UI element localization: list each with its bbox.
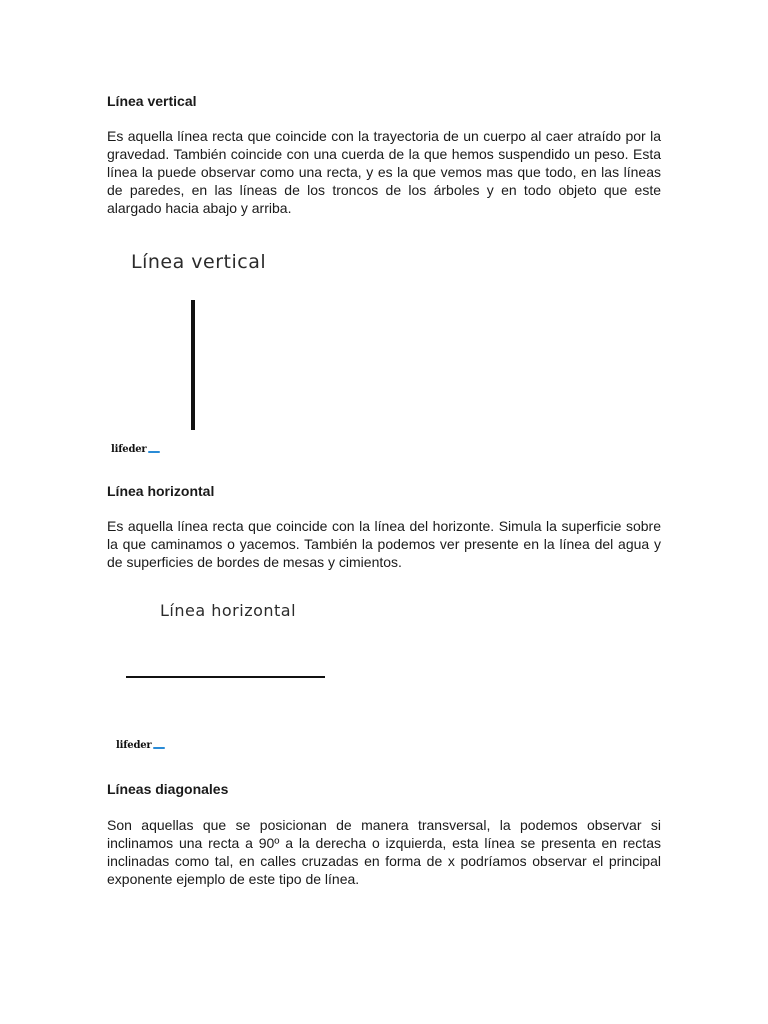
lifeder-logo: lifeder [116, 740, 165, 751]
paragraph-linea-horizontal: Es aquella línea recta que coincide con la línea del horizonte. Simula la superficie sobre la que caminamos o yacemos. También la podemos ver presente en la línea del agua y de superficies de bordes de mesas y cimientos. [107, 518, 661, 570]
heading-linea-vertical: Línea vertical [107, 93, 197, 109]
lifeder-logo: lifeder [111, 444, 160, 455]
figure-title-vertical: Línea vertical [131, 251, 267, 273]
heading-lineas-diagonales: Líneas diagonales [107, 781, 229, 797]
figure-title-horizontal: Línea horizontal [160, 601, 297, 620]
paragraph-linea-vertical: Es aquella línea recta que coincide con la trayectoria de un cuerpo al caer atraído por la gravedad. También coincide con una cuerda de la que hemos suspendido un peso. Esta línea la puede observar como una recta, y es la que vemos mas que todo, en las líneas de paredes, en las líneas de los troncos de los árboles y en todo objeto que este alargado hacia abajo y arriba. [107, 128, 661, 216]
paragraph-lineas-diagonales: Son aquellas que se posicionan de manera transversal, la podemos observar si inclinamos una recta a 90º a la derecha o izquierda, esta línea se presenta en rectas inclinadas como tal, en calles cruzadas en forma de x podríamos observar el principal exponente ejemplo de este tipo de línea. [107, 817, 661, 887]
horizontal-line-illustration [126, 676, 325, 678]
vertical-line-illustration [191, 300, 195, 430]
heading-linea-horizontal: Línea horizontal [107, 483, 215, 499]
